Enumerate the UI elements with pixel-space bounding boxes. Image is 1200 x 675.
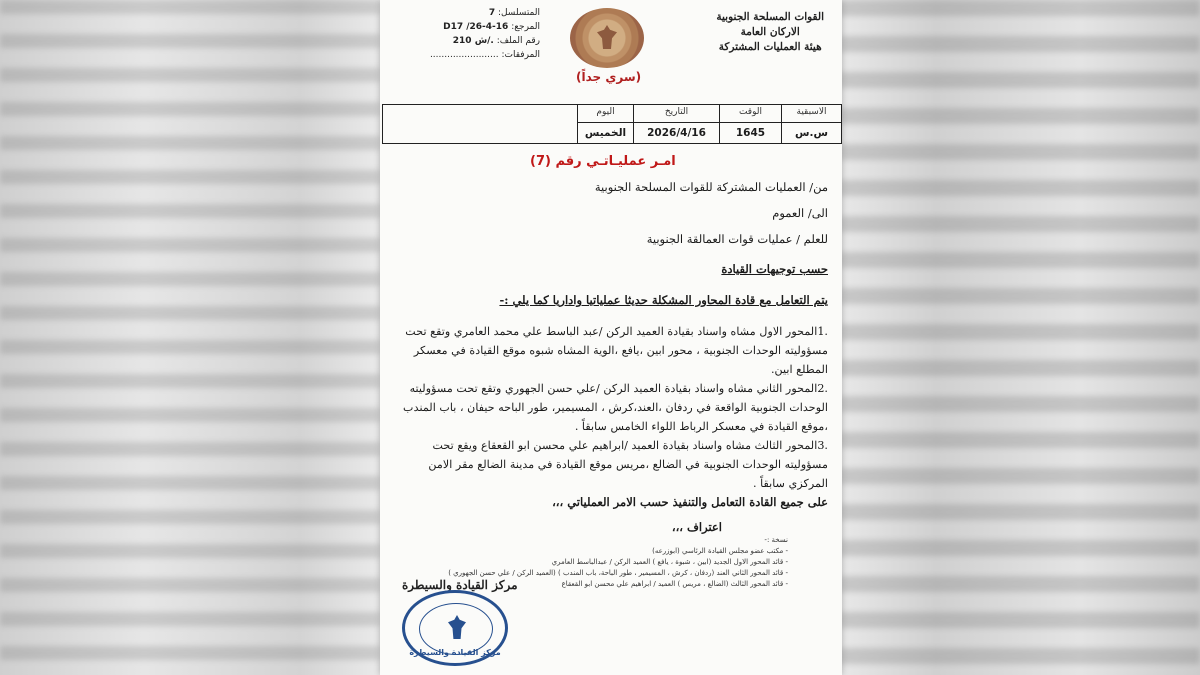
instruction-line: يتم التعامل مع قادة المحاور المشكلة حديثا عملياتيا واداريا كما يلي :- — [499, 293, 828, 307]
serial-value: 7 — [488, 8, 496, 18]
file-value: 210 ش/. — [452, 36, 494, 46]
details-table — [382, 104, 842, 144]
authority-line-2: الاركان العامة — [740, 26, 800, 38]
list-item: 3.المحور الثالث مشاه واسناد بقيادة العميد /ابراهيم علي محسن ابو القعقاع ويقع تحت مسؤوليته الوحدات الجنوبية في الضالع ،مريس موقع القيادة في مدينة الضالع مقر الامن المركزي سابقاً . — [428, 439, 828, 490]
copies-item: - قائد المحور الاول الجديد (ابين ، شبوة ، يافع ) العميد الركن / عبدالباسط العامري — [551, 558, 788, 566]
closing-line: على جميع القادة التعامل والتنفيذ حسب الامر العملياتي ،،، — [552, 495, 828, 509]
reference-value: D17 /26-4-16 — [443, 22, 509, 32]
list-item: 1.المحور الاول مشاه واسناد بقيادة العميد الركن /عبد الباسط علي محمد العامري وتقع تحت مسؤوليته الوحدات الجنوبية ، محور ابين ،يافع ،الوية المشاه شبوه موقع القيادة في معسكر المطلع ابين. — [405, 325, 828, 376]
copies-item: - قائد المحور الثاني العند (ردفان ، كرش ، المسيمير ، طور الباحة، باب المندب ) (العميد الركن / علي حسن الجهوري ) — [448, 569, 788, 577]
official-stamp — [402, 590, 508, 666]
eagle-icon — [597, 25, 617, 49]
attachments-row: المرفقات: ........................ — [429, 50, 540, 60]
table-cell-date: التاريخ 2026/4/16 — [633, 105, 719, 143]
copies-label: نسخة :- — [764, 536, 788, 544]
info-line: للعلم / عمليات قوات العمالقة الجنوبية — [646, 232, 828, 246]
issuing-authority — [716, 10, 824, 55]
copies-item: - قائد المحور الثالث (الضالع ، مريس ) العميد / ابراهيم علي محسن ابو القعقاع — [561, 580, 788, 588]
directive-line: حسب توجيهات القيادة — [721, 262, 828, 276]
order-title: امـر عمليـاتـي رقم (7) — [530, 154, 676, 169]
table-cell-day: اليوم الخميس — [577, 105, 633, 143]
document-page — [380, 0, 842, 675]
stamp-title: مركز القيادة والسيطرة — [402, 578, 518, 592]
copies-item: - مكتب عضو مجلس القيادة الرئاسي (ابوزرعه) — [652, 547, 788, 555]
to-line: الى/ العموم — [772, 206, 828, 220]
table-cell-priority: الاسبقية س.س — [781, 105, 841, 143]
classification-label: (سري جداً) — [576, 70, 642, 84]
list-item: 2.المحور الثاني مشاه واسناد بقيادة العميد الركن /علي حسن الجهوري وتقع تحت مسؤوليته الوحدات الجنوبية الواقعة في ردفان ،العند،كرش ، المسيمير، طور الباحه حيفان ، باب المندب ،موقع القيادة في معسكر الرباط اللواء الخامس سابقاً . — [403, 382, 828, 433]
serial-row: المتسلسل: 7 — [488, 8, 540, 18]
attachments-value: ........................ — [429, 50, 499, 60]
table-cell-time: الوقت 1645 — [719, 105, 781, 143]
from-line: من/ العمليات المشتركة للقوات المسلحة الجنوبية — [594, 180, 828, 194]
reference-block — [390, 6, 540, 62]
file-row: رقم الملف: 210 ش/. — [452, 36, 540, 46]
authority-line-1: القوات المسلحة الجنوبية — [716, 11, 824, 23]
emblem-icon — [570, 8, 644, 68]
acknowledge-line: اعتراف ،،، — [671, 520, 722, 534]
stamp-ring-text: مركز القيادة والسيطرة — [409, 648, 501, 657]
reference-row: المرجع: D17 /26-4-16 — [443, 22, 540, 32]
authority-line-3: هيئة العمليات المشتركة — [718, 41, 822, 53]
